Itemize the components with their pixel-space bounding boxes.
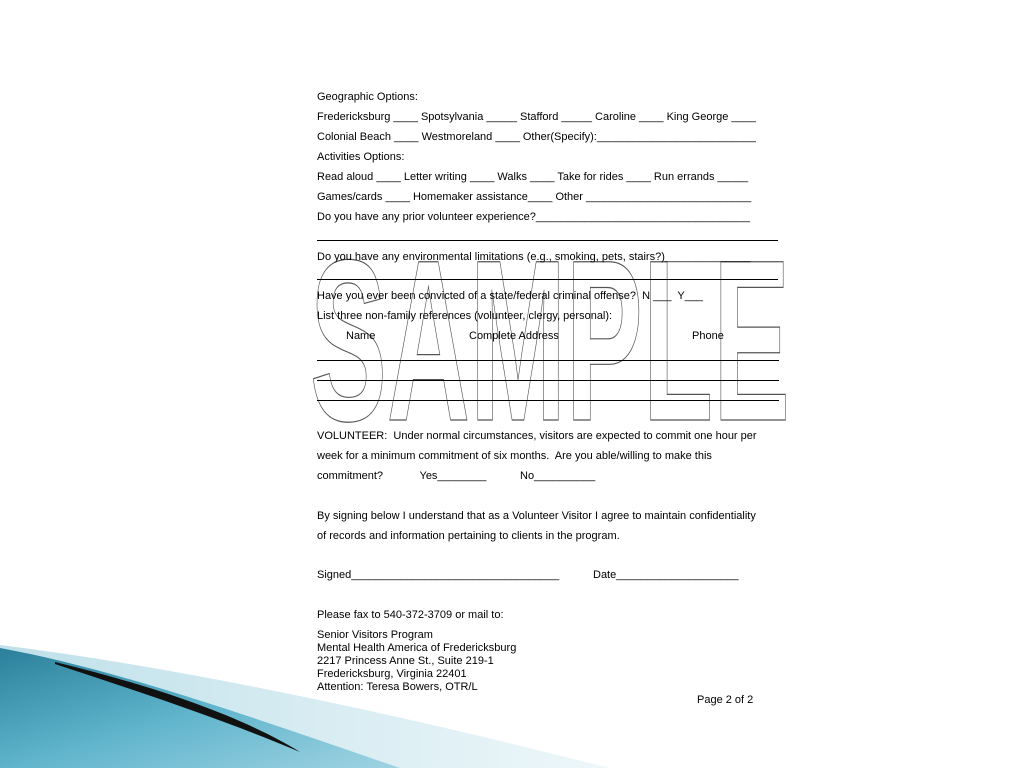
volunteer-commitment-line-1: VOLUNTEER: Under normal circumstances, visitors are expected to commit one hour per: [317, 430, 757, 442]
confidentiality-line-2: of records and information pertaining to clients in the program.: [317, 530, 620, 542]
signature-field: Signed__________________________________: [317, 569, 560, 581]
fax-instructions: Please fax to 540-372-3709 or mail to:: [317, 609, 504, 621]
environmental-limitations-question: Do you have any environmental limitations (e.g., smoking, pets, stairs?)______________: [317, 251, 751, 263]
mailing-address-line-4: Fredericksburg, Virginia 22401: [317, 668, 467, 680]
mailing-address-line-1: Senior Visitors Program: [317, 629, 433, 641]
references-col-address: Complete Address: [469, 330, 559, 342]
geographic-options-heading: Geographic Options:: [317, 91, 418, 103]
prior-experience-question: Do you have any prior volunteer experience?___________________________________: [317, 211, 751, 223]
references-col-phone: Phone: [692, 330, 724, 342]
activities-options-heading: Activities Options:: [317, 151, 405, 163]
volunteer-commitment-line-3: commitment? Yes________ No__________: [317, 470, 596, 482]
volunteer-commitment-line-2: week for a minimum commitment of six months. Are you able/willing to make this: [317, 450, 712, 462]
references-intro: List three non-family references (volunteer, clergy, personal):: [317, 310, 613, 322]
reference-line-2: [317, 380, 779, 381]
reference-line-3: [317, 400, 779, 401]
mailing-address-line-5: Attention: Teresa Bowers, OTR/L: [317, 681, 478, 693]
criminal-offense-question: Have you ever been convicted of a state/federal criminal offense? N ___ Y___: [317, 290, 704, 302]
reference-line-1: [317, 360, 779, 361]
date-field: Date____________________: [593, 569, 739, 581]
references-col-name: Name: [346, 330, 376, 342]
activities-options-line-1: Read aloud ____ Letter writing ____ Walks ____ Take for rides ____ Run errands _____: [317, 171, 749, 183]
confidentiality-line-1: By signing below I understand that as a Volunteer Visitor I agree to maintain confidentiality: [317, 510, 756, 522]
page-number: Page 2 of 2: [697, 694, 754, 706]
geographic-options-line-1: Fredericksburg ____ Spotsylvania _____ Stafford _____ Caroline ____ King George ____: [317, 111, 756, 123]
watermark-text: SAMPLE: [310, 215, 790, 445]
mailing-address-line-3: 2217 Princess Anne St., Suite 219-1: [317, 655, 494, 667]
prior-experience-answer-line: [317, 240, 778, 241]
mailing-address-line-2: Mental Health America of Fredericksburg: [317, 642, 517, 654]
environmental-answer-line: [317, 279, 778, 280]
decorative-swoosh: [0, 640, 1024, 768]
geographic-options-line-2: Colonial Beach ____ Westmoreland ____ Other(Specify):__________________________: [317, 131, 756, 143]
activities-options-line-2: Games/cards ____ Homemaker assistance____ Other ___________________________: [317, 191, 752, 203]
